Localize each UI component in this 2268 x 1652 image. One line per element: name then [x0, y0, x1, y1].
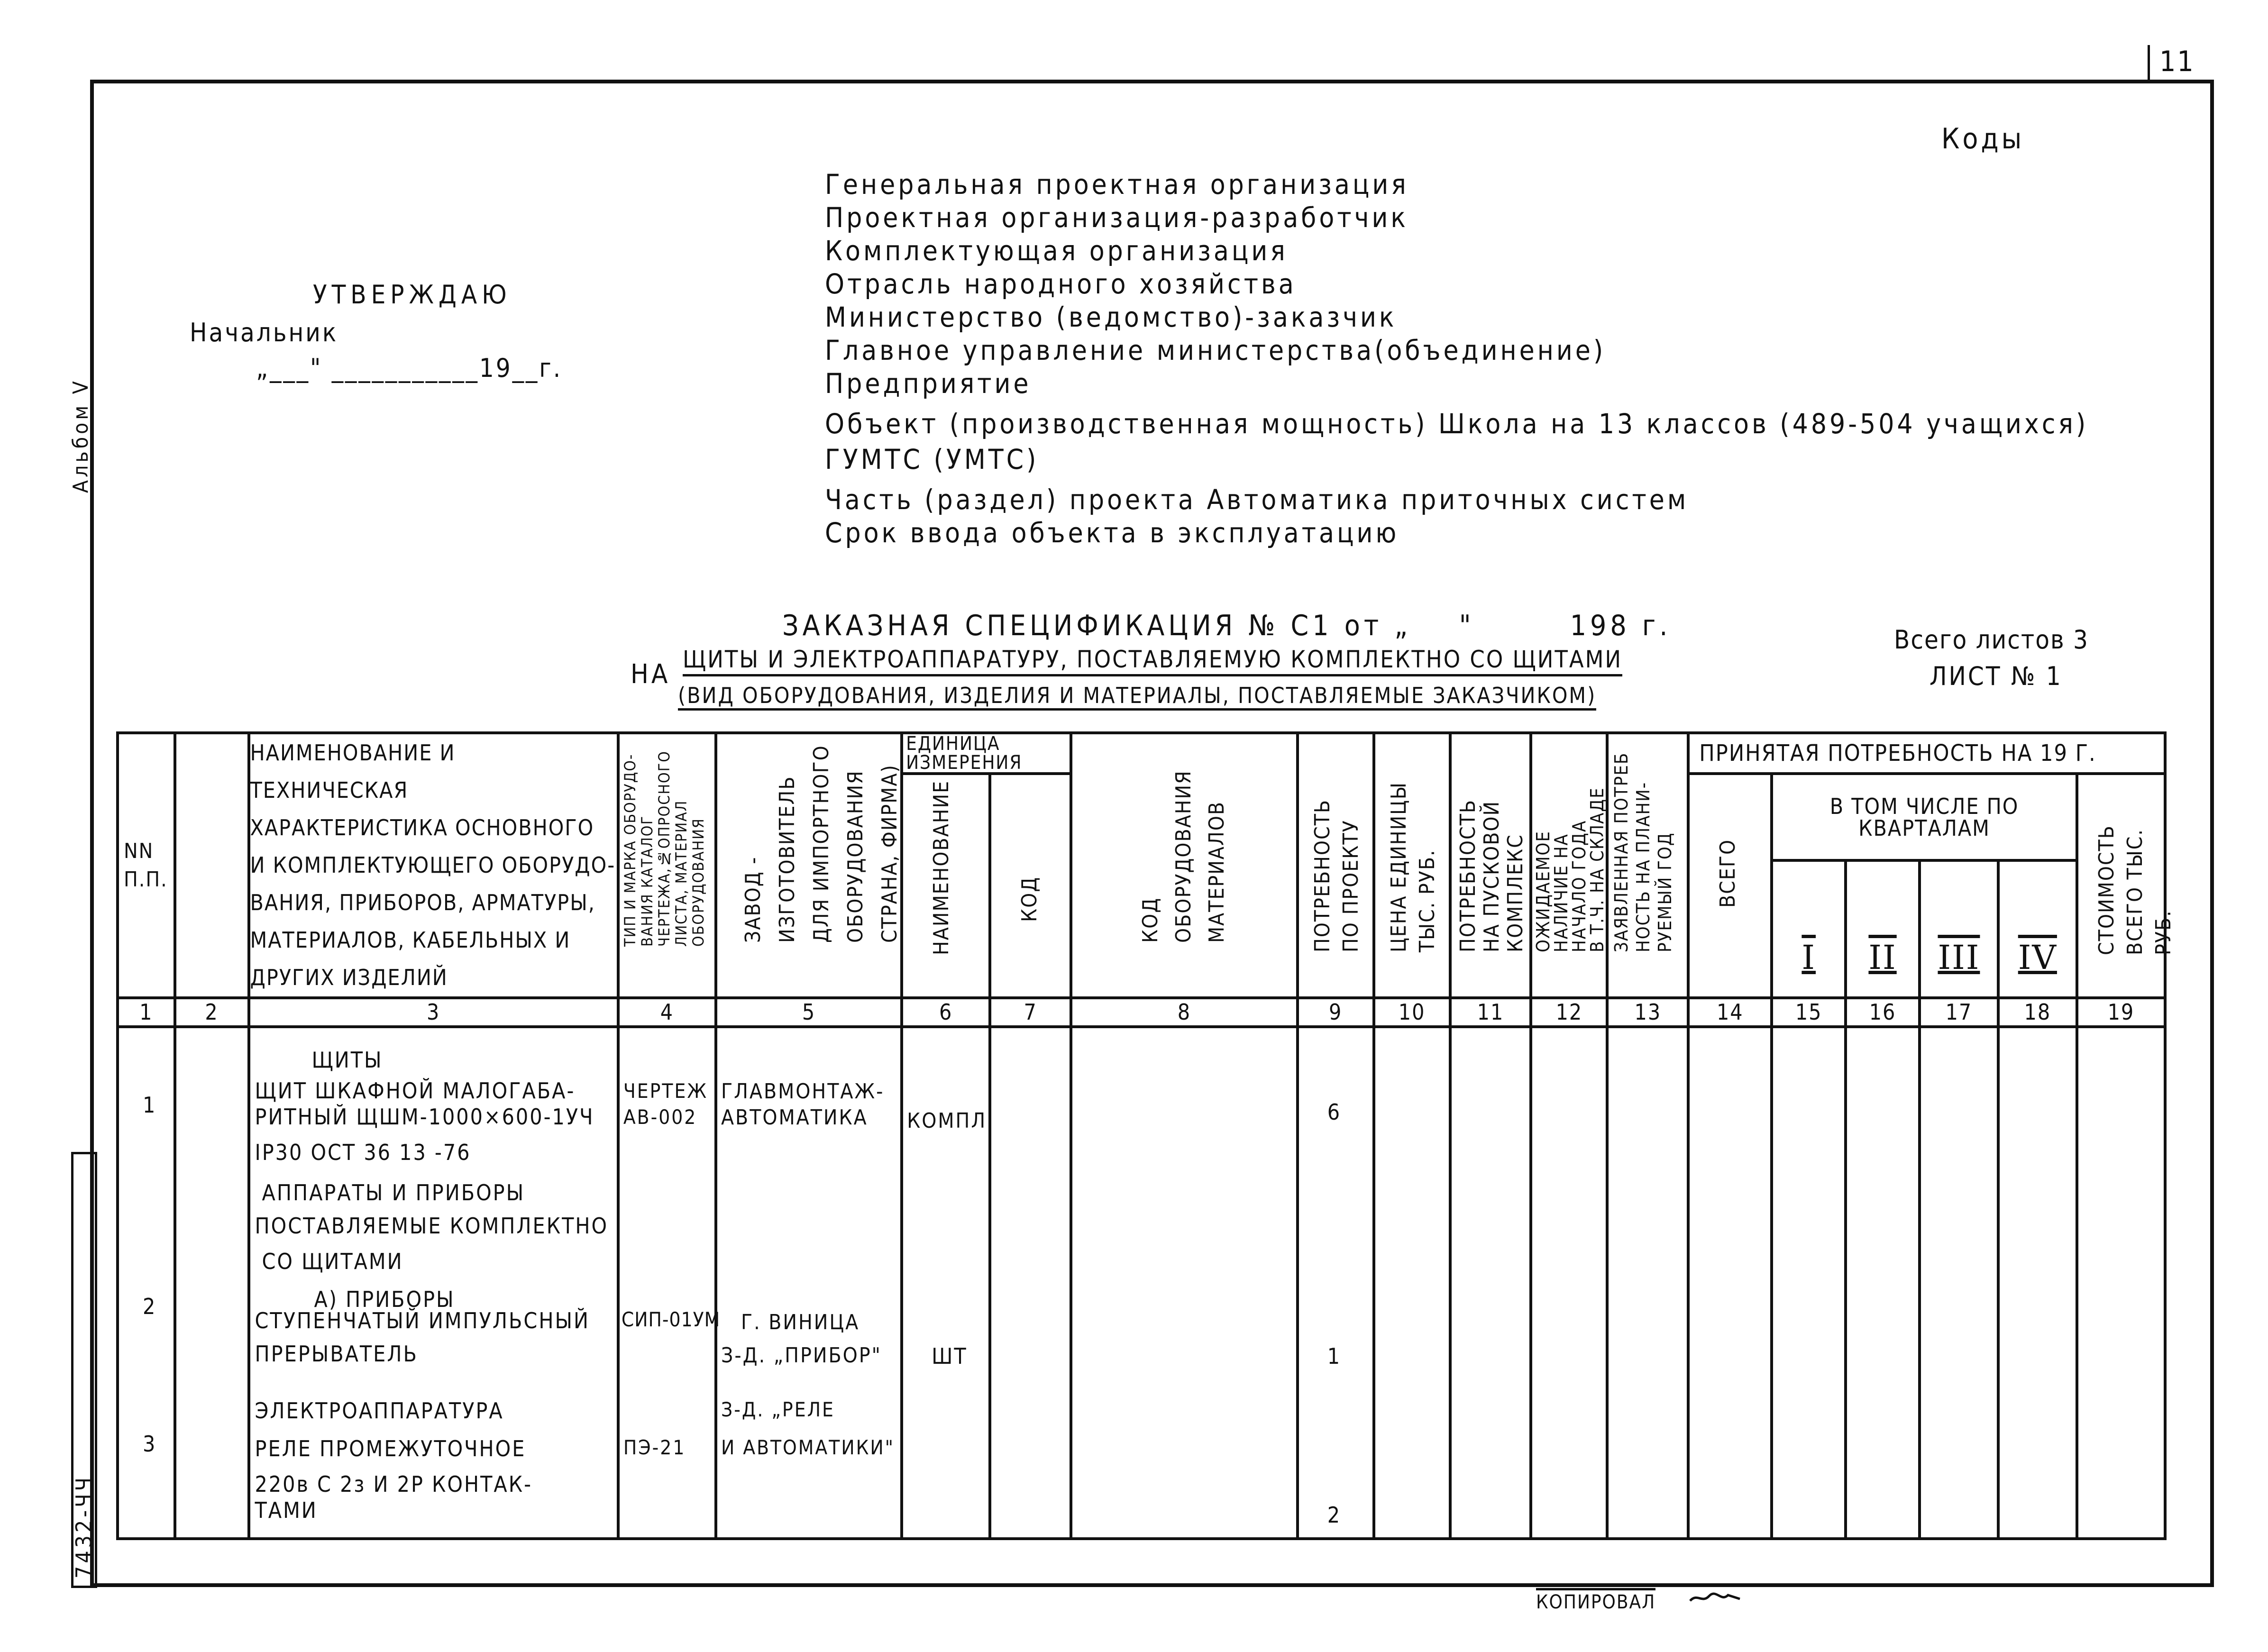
hdr-declared: ЗАЯВЛЕННАЯ ПОТРЕБ НОСТЬ НА ПЛАНИ- РУЕМЫЙ ГОД — [1607, 733, 1688, 998]
section-electro: ЭЛЕКТРОАППАРАТУРА — [255, 1398, 504, 1424]
col-number: 7 — [990, 998, 1071, 1027]
hdr-type: ТИП И МАРКА ОБОРУДО- ВАНИЯ КАТАЛОГ ЧЕРТЕЖА,№ОПРОСНОГО ЛИСТА, МАТЕРИАЛ ОБОРУДОВАНИЯ — [618, 733, 716, 998]
body-col-18 — [1998, 1027, 2077, 1539]
org-completing: Комплектующая организация — [825, 235, 1288, 267]
row-number: 2 — [143, 1294, 157, 1319]
item-unit: КОМПЛ. — [907, 1109, 994, 1133]
hdr-q4: IV — [1998, 860, 2077, 998]
col-number: 1 — [118, 998, 175, 1027]
sheets-total: Всего листов 3 — [1894, 625, 2089, 655]
row-number: 3 — [143, 1431, 157, 1457]
item-name: СТУПЕНЧАТЫЙ ИМПУЛЬСНЫЙ — [255, 1308, 590, 1333]
body-col-type — [618, 1027, 721, 1539]
hdr-start-complex: ПОТРЕБНОСТЬ НА ПУСКОВОЙ КОМПЛЕКС — [1450, 733, 1531, 998]
approve-date-line: „___" ___________19__г. — [256, 353, 563, 383]
col-number: 14 — [1688, 998, 1772, 1027]
col-number: 4 — [618, 998, 716, 1027]
body-col-19 — [2077, 1027, 2165, 1539]
item-maker: И АВТОМАТИКИ" — [721, 1436, 895, 1459]
column-numbers-row — [118, 998, 2165, 1027]
item-maker: ГЛАВМОНТАЖ- — [721, 1079, 885, 1104]
section-apparatus: СО ЩИТАМИ — [262, 1249, 403, 1274]
org-developer: Проектная организация-разработчик — [825, 201, 1408, 234]
section-devices: А) ПРИБОРЫ — [314, 1287, 455, 1312]
item-name: РИТНЫЙ ЩШМ-1000×600-1УЧ — [255, 1104, 594, 1130]
approve-title: УТВЕРЖДАЮ — [313, 280, 512, 310]
item-type: АВ-002 — [623, 1105, 697, 1129]
col-number: 15 — [1772, 998, 1846, 1027]
section-apparatus: АППАРАТЫ И ПРИБОРЫ — [262, 1180, 525, 1205]
body-col-nn — [118, 1027, 175, 1539]
item-maker: АВТОМАТИКА — [721, 1105, 868, 1130]
approve-chief: Начальник — [190, 318, 338, 347]
org-part: Часть (раздел) проекта Автоматика приточных систем — [825, 484, 1689, 516]
spec-table — [116, 731, 2176, 1540]
item-maker: З-Д. „РЕЛЕ — [721, 1398, 835, 1421]
hdr-equipment-code: КОД ОБОРУДОВАНИЯ МАТЕРИАЛОВ — [1071, 733, 1298, 998]
org-object: Объект (производственная мощность) Школа на 13 классов (489-504 учащихся) — [825, 408, 2089, 440]
body-col-maker — [716, 1027, 902, 1539]
codes-label: Коды — [1941, 122, 2025, 155]
item-maker: Г. ВИНИЦА — [741, 1310, 860, 1334]
stamp-text: 7432-ЧЧ — [71, 1475, 97, 1579]
hdr-quarters-group: В ТОМ ЧИСЛЕ ПО КВАРТАЛАМ — [1772, 774, 2077, 860]
col-number: 5 — [716, 998, 902, 1027]
org-ministry: Министерство (ведомство)-заказчик — [825, 301, 1397, 333]
col-number: 19 — [2077, 998, 2165, 1027]
hdr-q3: III — [1920, 860, 1998, 998]
body-col-17 — [1920, 1027, 1998, 1539]
spec-title: ЗАКАЗНАЯ СПЕЦИФИКАЦИЯ № С1 от „ " 198 г. — [782, 609, 1672, 642]
org-gumts: ГУМТС (УМТС) — [825, 443, 1039, 475]
col-number: 9 — [1298, 998, 1374, 1027]
col-number: 2 — [175, 998, 249, 1027]
item-unit: ШТ — [932, 1343, 968, 1369]
item-name: IP30 ОСТ 36 13 -76 — [255, 1140, 471, 1165]
item-qty: 6 — [1327, 1099, 1342, 1125]
spec-subject-note: (ВИД ОБОРУДОВАНИЯ, ИЗДЕЛИЯ И МАТЕРИАЛЫ, ПОСТАВЛЯЕМЫЕ ЗАКАЗЧИКОМ) — [678, 683, 1596, 711]
table-body-row — [118, 1027, 2165, 1539]
org-deadline: Срок ввода объекта в эксплуатацию — [825, 517, 1399, 549]
body-col-10 — [1374, 1027, 1450, 1539]
spec-on-label: НА — [631, 659, 671, 690]
section-shields: ЩИТЫ — [311, 1047, 383, 1073]
body-col-unit — [902, 1027, 994, 1539]
hdr-unit-group: ЕДИНИЦА ИЗМЕРЕНИЯ — [902, 733, 1071, 774]
body-col-15 — [1772, 1027, 1846, 1539]
hdr-total: ВСЕГО — [1688, 774, 1772, 998]
section-apparatus: ПОСТАВЛЯЕМЫЕ КОМПЛЕКТНО — [255, 1213, 609, 1239]
item-qty: 1 — [1327, 1343, 1342, 1369]
hdr-unit-name: НАИМЕНОВАНИЕ — [902, 774, 990, 998]
item-name: ЩИТ ШКАФНОЙ МАЛОГАБА- — [255, 1078, 576, 1104]
hdr-accepted: ПРИНЯТАЯ ПОТРЕБНОСТЬ НА 19 Г. — [1688, 733, 2165, 774]
org-enterprise: Предприятие — [825, 367, 1032, 400]
hdr-expected: ОЖИДАЕМОЕ НАЛИЧИЕ НА НАЧАЛО ГОДА В Т.Ч. НА СКЛАДЕ — [1531, 733, 1607, 998]
body-col-unit-code — [990, 1027, 1071, 1539]
spec-subject: ЩИТЫ И ЭЛЕКТРОАППАРАТУРУ, ПОСТАВЛЯЕМУЮ КОМПЛЕКТНО СО ЩИТАМИ — [683, 646, 1622, 676]
hdr-q2: II — [1846, 860, 1920, 998]
body-col-equipment-code — [1071, 1027, 1298, 1539]
hdr-nn: NN П.П. — [118, 733, 175, 998]
hdr-name: НАИМЕНОВАНИЕ И ТЕХНИЧЕСКАЯ ХАРАКТЕРИСТИКА ОСНОВНОГО И КОМПЛЕКТУЮЩЕГО ОБОРУДО- ВАНИЯ, ПРИБОРОВ, АРМАТУРЫ, МАТЕРИАЛОВ, КАБЕЛЬНЫХ И ДРУГИХ ИЗДЕЛИЙ — [249, 733, 618, 998]
col-number: 16 — [1846, 998, 1920, 1027]
hdr-unit-code: КОД — [990, 774, 1071, 998]
body-col-12 — [1531, 1027, 1607, 1539]
body-col-need — [1298, 1027, 1374, 1539]
org-general: Генеральная проектная организация — [825, 168, 1409, 201]
body-col-2 — [175, 1027, 249, 1539]
col-number: 10 — [1374, 998, 1450, 1027]
corner-page-number: 11 — [2148, 45, 2214, 82]
col-number: 12 — [1531, 998, 1607, 1027]
col-number: 18 — [1998, 998, 2077, 1027]
hdr-col2 — [175, 733, 249, 998]
col-number: 13 — [1607, 998, 1688, 1027]
item-name: 220в С 2з И 2Р КОНТАК- — [255, 1471, 533, 1497]
item-name: ПРЕРЫВАТЕЛЬ — [255, 1341, 418, 1367]
col-number: 8 — [1071, 998, 1298, 1027]
col-number: 3 — [249, 998, 618, 1027]
col-number: 17 — [1920, 998, 1998, 1027]
org-main-dept: Главное управление министерства(объединение) — [825, 334, 1606, 366]
row-number: 1 — [143, 1092, 157, 1118]
album-label: Альбом V — [69, 378, 93, 493]
org-branch: Отрасль народного хозяйства — [825, 268, 1297, 300]
hdr-maker: ЗАВОД - ИЗГОТОВИТЕЛЬ ДЛЯ ИМПОРТНОГО ОБОРУДОВАНИЯ СТРАНА, ФИРМА) — [716, 733, 902, 998]
item-name: ТАМИ — [255, 1497, 318, 1523]
hdr-cost: СТОИМОСТЬ ВСЕГО ТЫС. РУБ. — [2077, 774, 2165, 998]
item-type: СИП-01УМ — [621, 1308, 721, 1331]
body-col-13 — [1607, 1027, 1688, 1539]
col-number: 11 — [1450, 998, 1531, 1027]
hdr-need-project: ПОТРЕБНОСТЬ ПО ПРОЕКТУ — [1298, 733, 1374, 998]
item-qty: 2 — [1327, 1502, 1342, 1528]
item-maker: З-Д. „ПРИБОР" — [721, 1343, 882, 1368]
body-col-16 — [1846, 1027, 1920, 1539]
hdr-unit-price: ЦЕНА ЕДИНИЦЫ ТЫС. РУБ. — [1374, 733, 1450, 998]
item-name: РЕЛЕ ПРОМЕЖУТОЧНОЕ — [255, 1436, 526, 1461]
item-type: ЧЕРТЕЖ — [623, 1079, 708, 1103]
sheet-number: ЛИСТ № 1 — [1930, 661, 2063, 691]
copied-by: КОПИРОВАЛ — [1536, 1588, 1655, 1613]
hdr-q1: I — [1772, 860, 1846, 998]
body-col-14 — [1688, 1027, 1772, 1539]
col-number: 6 — [902, 998, 990, 1027]
copied-by-signature — [1688, 1590, 1745, 1605]
body-col-name — [249, 1027, 618, 1539]
body-col-11 — [1450, 1027, 1531, 1539]
item-type: ПЭ-21 — [623, 1436, 686, 1459]
